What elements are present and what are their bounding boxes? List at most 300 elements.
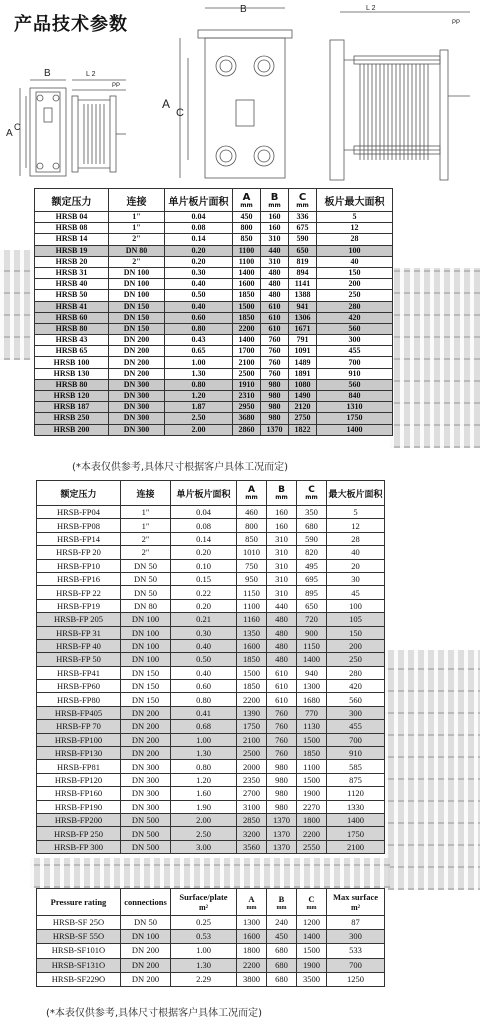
table-cell: 1850 <box>233 312 261 323</box>
table-cell: 750 <box>237 559 267 572</box>
table-cell: 455 <box>327 720 385 733</box>
table-cell: 940 <box>297 666 327 679</box>
table-body <box>35 212 393 436</box>
table-cell: HRSB-FP 20 <box>37 546 121 559</box>
unit-a: mm <box>245 494 258 501</box>
spec-table-hrsb-sf <box>36 888 385 987</box>
table-cell: 280 <box>327 666 385 679</box>
table-cell: 1822 <box>289 424 317 435</box>
table-cell: 2.00 <box>171 813 237 826</box>
table-cell: 0.30 <box>171 626 237 639</box>
background-pattern-right-top <box>390 268 480 448</box>
table-header-row <box>37 889 385 916</box>
unit-surface: m² <box>198 903 209 912</box>
table-row <box>37 787 385 800</box>
table-cell: 0.08 <box>165 223 233 234</box>
table-cell: 1600 <box>237 639 267 652</box>
table-cell: 350 <box>297 506 327 519</box>
table-cell: 895 <box>297 586 327 599</box>
table-cell: 480 <box>261 290 289 301</box>
table-cell: 2750 <box>289 413 317 424</box>
table-row <box>37 760 385 773</box>
table-cell: 2860 <box>233 424 261 435</box>
table-cell: 0.65 <box>165 346 233 357</box>
table-cell: 12 <box>317 223 393 234</box>
table-cell: HRSB-SF229O <box>37 972 121 986</box>
table-cell: 980 <box>261 379 289 390</box>
table-cell: 0.50 <box>165 290 233 301</box>
table-cell: 610 <box>267 693 297 706</box>
table-cell: 1200 <box>297 916 327 930</box>
table-cell: 680 <box>297 519 327 532</box>
table-cell: 900 <box>297 626 327 639</box>
table-cell: HRSB-FP 250 <box>37 827 121 840</box>
table-cell: 0.50 <box>171 653 237 666</box>
table-cell: 1400 <box>233 267 261 278</box>
table-cell: HRSB 43 <box>35 335 109 346</box>
table-cell: 2200 <box>237 958 267 972</box>
table-cell: 0.08 <box>171 519 237 532</box>
table-cell: HRSB 41 <box>35 301 109 312</box>
table-row <box>37 613 385 626</box>
table-cell: 1680 <box>297 693 327 706</box>
table-cell: 0.60 <box>171 680 237 693</box>
table-cell: 28 <box>327 532 385 545</box>
table-cell: 590 <box>289 234 317 245</box>
table-row <box>37 653 385 666</box>
table-cell: 1400 <box>327 813 385 826</box>
unit-b: mm <box>275 494 288 501</box>
table-note-1: (*本表仅供参考,具体尺寸根据客户具体工况而定) <box>72 462 288 473</box>
table-cell: 1489 <box>289 357 317 368</box>
table-row <box>37 916 385 930</box>
header-b: B mm <box>267 889 297 916</box>
table-cell: 610 <box>261 312 289 323</box>
table-row <box>37 680 385 693</box>
table-cell: 1370 <box>261 424 289 435</box>
table-cell: 5 <box>327 506 385 519</box>
table-cell: HRSB 31 <box>35 267 109 278</box>
table-cell: 560 <box>327 693 385 706</box>
table-cell: 12 <box>327 519 385 532</box>
table-row <box>35 335 393 346</box>
table-cell: DN 50 <box>121 586 171 599</box>
table-cell: 1910 <box>233 379 261 390</box>
table-cell: 0.68 <box>171 720 237 733</box>
table-cell: 2120 <box>289 402 317 413</box>
table-cell: 819 <box>289 256 317 267</box>
background-pattern-right-mid <box>384 650 480 890</box>
table-row <box>35 402 393 413</box>
table-cell: 310 <box>261 256 289 267</box>
table-cell: 0.40 <box>165 301 233 312</box>
table-cell: DN 200 <box>109 335 165 346</box>
table-row <box>37 720 385 733</box>
table-row <box>35 245 393 256</box>
table-cell: 105 <box>327 613 385 626</box>
table-cell: HRSB-FP160 <box>37 787 121 800</box>
table-cell: 980 <box>267 800 297 813</box>
table-row <box>37 840 385 853</box>
table-cell: 1400 <box>317 424 393 435</box>
table-cell: 1750 <box>317 413 393 424</box>
unit-a: mm <box>240 201 253 209</box>
header-connection: 连接 <box>109 189 165 212</box>
table-cell: HRSB-FP 40 <box>37 639 121 652</box>
page-title: 产品技术参数 <box>14 14 128 35</box>
table-cell: DN 300 <box>121 787 171 800</box>
table-cell: HRSB-FP200 <box>37 813 121 826</box>
table-cell: 610 <box>261 323 289 334</box>
table-row <box>37 706 385 719</box>
table-cell: 0.30 <box>165 267 233 278</box>
table-cell: HRSB 20 <box>35 256 109 267</box>
table-cell: 150 <box>327 626 385 639</box>
table-cell: 300 <box>317 335 393 346</box>
table-cell: 0.80 <box>165 379 233 390</box>
table-cell: 40 <box>327 546 385 559</box>
table-cell: 495 <box>297 559 327 572</box>
table-row <box>37 827 385 840</box>
table-cell: 1671 <box>289 323 317 334</box>
table-cell: HRSB 130 <box>35 368 109 379</box>
table-cell: 695 <box>297 572 327 585</box>
table-cell: 1" <box>109 212 165 223</box>
table-cell: 1" <box>109 223 165 234</box>
table-cell: HRSB 100 <box>35 357 109 368</box>
unit-b: mm <box>276 904 287 911</box>
table-cell: 2950 <box>233 402 261 413</box>
table-cell: 2850 <box>237 813 267 826</box>
table-cell: 480 <box>267 626 297 639</box>
table-cell: 800 <box>237 519 267 532</box>
table-row <box>35 379 393 390</box>
table-cell: 0.20 <box>165 256 233 267</box>
table-cell: DN 100 <box>109 279 165 290</box>
table-cell: 0.40 <box>171 639 237 652</box>
table-cell: 560 <box>317 379 393 390</box>
table-cell: HRSB-FP120 <box>37 773 121 786</box>
table-cell: HRSB 14 <box>35 234 109 245</box>
table-cell: 1.30 <box>171 747 237 760</box>
table-cell: 0.53 <box>171 930 237 944</box>
table-cell: 1600 <box>233 279 261 290</box>
table-cell: HRSB-FP190 <box>37 800 121 813</box>
table-cell: 160 <box>267 506 297 519</box>
header-plate-area: 单片板片面积 <box>171 481 237 506</box>
table-row <box>35 391 393 402</box>
table-note-3: (*本表仅供参考,具体尺寸根据客户具体工况而定) <box>46 1008 262 1019</box>
table-cell: 1.87 <box>165 402 233 413</box>
table-cell: 1490 <box>289 391 317 402</box>
table-cell: 160 <box>267 519 297 532</box>
table-cell: 1500 <box>237 666 267 679</box>
table-cell: 2700 <box>237 787 267 800</box>
table-cell: 1800 <box>237 944 267 958</box>
table-header-row <box>35 189 393 212</box>
table-cell: HRSB-FP100 <box>37 733 121 746</box>
table-cell: 310 <box>267 586 297 599</box>
table-cell: HRSB 250 <box>35 413 109 424</box>
table-cell: DN 500 <box>121 813 171 826</box>
header-plate-area: 单片板片面积 <box>165 189 233 212</box>
table-row <box>35 279 393 290</box>
table-cell: 2270 <box>297 800 327 813</box>
table-row <box>37 506 385 519</box>
table-cell: HRSB-SF131O <box>37 958 121 972</box>
table-cell: 0.40 <box>165 279 233 290</box>
table-cell: 1120 <box>327 787 385 800</box>
table-cell: 1750 <box>237 720 267 733</box>
table-cell: DN 300 <box>121 800 171 813</box>
table-cell: 150 <box>317 267 393 278</box>
table-cell: HRSB 80 <box>35 323 109 334</box>
table-cell: 100 <box>317 245 393 256</box>
table-cell: 1900 <box>297 787 327 800</box>
header-pressure: 额定压力 <box>35 189 109 212</box>
table-cell: 2" <box>109 234 165 245</box>
table-cell: DN 300 <box>109 379 165 390</box>
table-body <box>37 916 385 987</box>
table-cell: 0.80 <box>171 760 237 773</box>
header-connection: 连接 <box>121 481 171 506</box>
table-cell: 3500 <box>297 972 327 986</box>
header-b: B mm <box>267 481 297 506</box>
table-cell: 3560 <box>237 840 267 853</box>
table-cell: 1400 <box>233 335 261 346</box>
unit-c: mm <box>296 201 309 209</box>
table-cell: 160 <box>261 212 289 223</box>
table-cell: DN 150 <box>109 312 165 323</box>
table-cell: 2350 <box>237 773 267 786</box>
table-cell: DN 500 <box>121 827 171 840</box>
small-side-view <box>72 80 126 172</box>
table-cell: HRSB-FP 50 <box>37 653 121 666</box>
table-cell: 1160 <box>237 613 267 626</box>
header-c: C mm <box>289 189 317 212</box>
table-cell: 0.04 <box>171 506 237 519</box>
table-cell: 650 <box>297 599 327 612</box>
table-cell: 910 <box>317 368 393 379</box>
table-cell: 480 <box>261 267 289 278</box>
table-row <box>37 599 385 612</box>
table-cell: 0.41 <box>171 706 237 719</box>
table-cell: 160 <box>261 223 289 234</box>
table-cell: 675 <box>289 223 317 234</box>
table-cell: 250 <box>317 290 393 301</box>
background-pattern-bottom <box>30 858 390 888</box>
table-cell: HRSB 65 <box>35 346 109 357</box>
table-cell: 5 <box>317 212 393 223</box>
table-cell: 1500 <box>233 301 261 312</box>
table-cell: HRSB 80 <box>35 379 109 390</box>
table-cell: HRSB-FP130 <box>37 747 121 760</box>
table-cell: 533 <box>327 944 385 958</box>
table-cell: 2100 <box>233 357 261 368</box>
dim-label-c-small: C <box>14 122 21 132</box>
table-cell: DN 150 <box>121 693 171 706</box>
table-cell: 1010 <box>237 546 267 559</box>
table-cell: 1330 <box>327 800 385 813</box>
table-cell: 2.50 <box>165 413 233 424</box>
table-cell: 760 <box>267 706 297 719</box>
table-cell: 0.20 <box>171 599 237 612</box>
table-cell: 1850 <box>237 680 267 693</box>
table-row <box>37 586 385 599</box>
table-cell: DN 100 <box>121 639 171 652</box>
table-cell: 336 <box>289 212 317 223</box>
table-cell: DN 200 <box>109 368 165 379</box>
table-cell: DN 50 <box>121 559 171 572</box>
table-cell: 280 <box>317 301 393 312</box>
table-cell: 3200 <box>237 827 267 840</box>
dim-label-pp-small: PP <box>112 83 121 89</box>
table-cell: DN 200 <box>121 958 171 972</box>
table-cell: 760 <box>261 335 289 346</box>
table-cell: HRSB-FP81 <box>37 760 121 773</box>
table-cell: 610 <box>267 680 297 693</box>
table-cell: 650 <box>289 245 317 256</box>
table-cell: 1141 <box>289 279 317 290</box>
table-cell: 980 <box>261 402 289 413</box>
table-row <box>35 312 393 323</box>
table-row <box>37 532 385 545</box>
table-cell: 310 <box>261 234 289 245</box>
table-cell: 1700 <box>233 346 261 357</box>
table-cell: 2.00 <box>165 424 233 435</box>
spec-table-hrsb-fp <box>36 480 385 854</box>
table-row <box>37 639 385 652</box>
table-cell: 760 <box>267 747 297 760</box>
table-cell: DN 300 <box>121 760 171 773</box>
table-cell: 1370 <box>267 813 297 826</box>
header-a: A mm <box>233 189 261 212</box>
table-cell: 20 <box>327 559 385 572</box>
dim-label-b-mid: B <box>240 4 247 15</box>
table-cell: HRSB-FP08 <box>37 519 121 532</box>
small-front-view <box>20 80 66 176</box>
table-cell: DN 50 <box>121 916 171 930</box>
table-cell: 1370 <box>267 827 297 840</box>
table-cell: DN 200 <box>109 357 165 368</box>
table-cell: DN 300 <box>109 424 165 435</box>
table-row <box>37 930 385 944</box>
dim-label-b-small: B <box>44 68 51 79</box>
table-cell: 480 <box>267 613 297 626</box>
table-cell: 100 <box>327 599 385 612</box>
table-cell: HRSB-FP80 <box>37 693 121 706</box>
table-cell: HRSB-FP 22 <box>37 586 121 599</box>
table-cell: HRSB-FP14 <box>37 532 121 545</box>
table-cell: 1091 <box>289 346 317 357</box>
table-cell: HRSB-FP405 <box>37 706 121 719</box>
table-cell: 0.80 <box>165 323 233 334</box>
table-cell: 450 <box>267 930 297 944</box>
table-row <box>37 666 385 679</box>
table-cell: 680 <box>267 944 297 958</box>
table-cell: 760 <box>261 357 289 368</box>
table-cell: DN 100 <box>121 613 171 626</box>
table-cell: 1500 <box>297 773 327 786</box>
table-cell: 1300 <box>297 680 327 693</box>
unit-c: mm <box>305 494 318 501</box>
table-cell: 760 <box>261 368 289 379</box>
table-cell: 300 <box>327 706 385 719</box>
header-max-surface: Max surface m² <box>327 889 385 916</box>
table-cell: 2310 <box>233 391 261 402</box>
dim-label-pp-big: PP <box>452 20 461 26</box>
large-front-view <box>180 8 292 178</box>
table-cell: 2.29 <box>171 972 237 986</box>
table-cell: 1.00 <box>171 733 237 746</box>
table-cell: 1.90 <box>171 800 237 813</box>
table-cell: DN 500 <box>121 840 171 853</box>
table-cell: 980 <box>261 413 289 424</box>
table-cell: 2" <box>109 256 165 267</box>
table-cell: HRSB 04 <box>35 212 109 223</box>
table-cell: DN 100 <box>121 930 171 944</box>
table-cell: DN 300 <box>109 391 165 402</box>
table-row <box>37 800 385 813</box>
table-cell: 455 <box>317 346 393 357</box>
table-cell: 1250 <box>327 972 385 986</box>
table-cell: 1370 <box>267 840 297 853</box>
table-cell: 560 <box>317 323 393 334</box>
table-cell: 760 <box>261 346 289 357</box>
table-row <box>37 958 385 972</box>
table-cell: 200 <box>327 639 385 652</box>
table-cell: HRSB 60 <box>35 312 109 323</box>
table-cell: 1600 <box>237 930 267 944</box>
table-cell: 2500 <box>233 368 261 379</box>
table-cell: HRSB-FP41 <box>37 666 121 679</box>
table-cell: 2550 <box>297 840 327 853</box>
table-cell: 1" <box>121 506 171 519</box>
table-cell: 3800 <box>237 972 267 986</box>
table-cell: 310 <box>267 532 297 545</box>
table-cell: 1.00 <box>165 357 233 368</box>
table-cell: 910 <box>327 747 385 760</box>
table-cell: 791 <box>289 335 317 346</box>
table-cell: HRSB-FP19 <box>37 599 121 612</box>
table-cell: 1.30 <box>171 958 237 972</box>
table-row <box>37 626 385 639</box>
table-cell: 1150 <box>237 586 267 599</box>
table-cell: 1310 <box>317 402 393 413</box>
table-cell: DN 100 <box>121 626 171 639</box>
table-row <box>37 559 385 572</box>
table-cell: 310 <box>267 559 297 572</box>
table-row <box>35 323 393 334</box>
table-cell: 310 <box>267 546 297 559</box>
table-cell: 0.10 <box>171 559 237 572</box>
table-row <box>35 290 393 301</box>
table-cell: 770 <box>297 706 327 719</box>
table-row <box>37 572 385 585</box>
header-surface-plate: Surface/plate m² <box>171 889 237 916</box>
table-cell: 1350 <box>237 626 267 639</box>
table-cell: 0.04 <box>165 212 233 223</box>
table-row <box>35 424 393 435</box>
table-cell: 610 <box>267 666 297 679</box>
table-cell: 875 <box>327 773 385 786</box>
table-cell: DN 300 <box>109 402 165 413</box>
table-row <box>35 357 393 368</box>
table-cell: DN 200 <box>109 346 165 357</box>
table-cell: 87 <box>327 916 385 930</box>
table-cell: DN 150 <box>121 680 171 693</box>
header-pressure: 额定压力 <box>37 481 121 506</box>
